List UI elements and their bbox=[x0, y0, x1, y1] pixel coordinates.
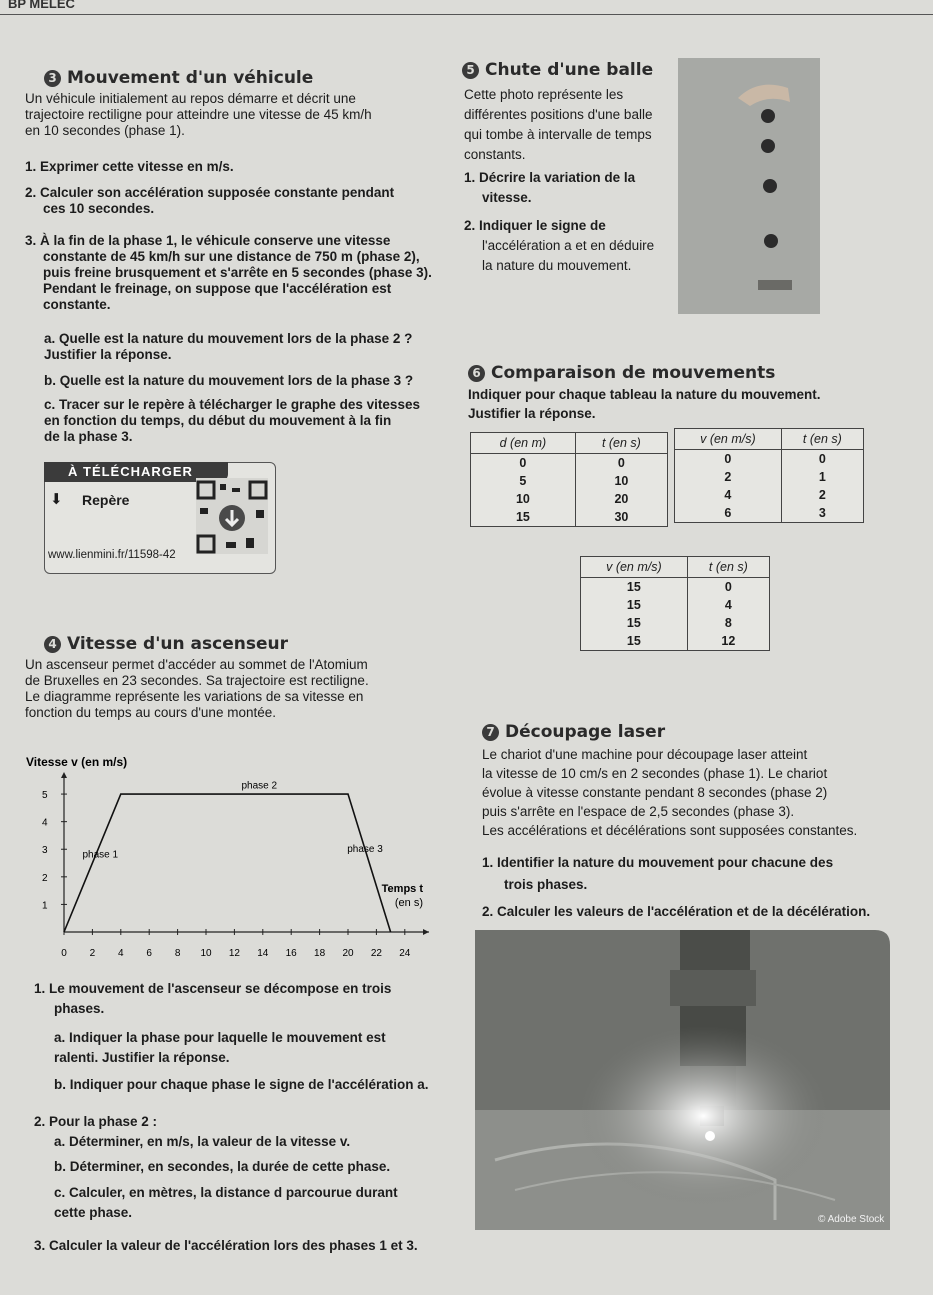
chart-x-tick-label: 16 bbox=[285, 948, 297, 959]
ball-position-1 bbox=[761, 109, 775, 123]
table-row: 0 0 bbox=[471, 454, 668, 473]
download-tag: À TÉLÉCHARGER bbox=[44, 462, 228, 482]
table-row: 15 30 bbox=[471, 508, 668, 527]
chart-x-arrow bbox=[423, 929, 429, 935]
chart-x-tick-label: 20 bbox=[342, 948, 354, 959]
table-row: 4 2 bbox=[675, 486, 864, 504]
falling-ball-photo bbox=[678, 58, 820, 314]
chart-series-line bbox=[64, 794, 391, 932]
ex6-title: 6 Comparaison de mouvements bbox=[468, 363, 775, 383]
ex3-title: 3 Mouvement d'un véhicule bbox=[44, 68, 313, 88]
ex5-q2: 2. Indiquer le signe de l'accélération a et en déduire la nature du mouvement. bbox=[464, 218, 655, 273]
velocity-chart bbox=[24, 752, 444, 967]
table2 bbox=[674, 428, 864, 523]
table3 bbox=[580, 556, 770, 651]
chart-x-tick-label: 24 bbox=[399, 948, 411, 959]
table-row: 10 20 bbox=[471, 490, 668, 508]
ex4-q3: 3. Calculer la valeur de l'accélération lors des phases 1 et 3. bbox=[34, 1238, 418, 1253]
download-url[interactable]: www.lienmini.fr/11598-42 bbox=[48, 549, 176, 561]
page-header bbox=[0, 0, 933, 15]
ball-position-3 bbox=[763, 179, 777, 193]
ex4-q1a: a. Indiquer la phase pour laquelle le mouvement est ralenti. Justifier la réponse. bbox=[54, 1030, 386, 1065]
ex7-title: 7 Découpage laser bbox=[482, 722, 665, 742]
chart-x-tick-label: 0 bbox=[61, 948, 67, 959]
chart-y-tick-label: 5 bbox=[42, 790, 48, 802]
chart-x-tick-label: 22 bbox=[370, 948, 382, 959]
ex4-q2: 2. Pour la phase 2 : bbox=[34, 1114, 158, 1129]
ex5-number: 5 bbox=[462, 62, 479, 79]
ex7-number: 7 bbox=[482, 724, 499, 741]
ex6-justify: Justifier la réponse. bbox=[468, 406, 596, 421]
chart-annotation-phase3: phase 3 bbox=[347, 844, 383, 855]
qr-code-icon[interactable] bbox=[196, 478, 268, 554]
ex4-q2a: a. Déterminer, en m/s, la valeur de la vitesse v. bbox=[54, 1134, 351, 1149]
table1 bbox=[470, 432, 668, 527]
chart-x-tick-label: 8 bbox=[174, 948, 181, 959]
ball-position-4 bbox=[764, 234, 778, 248]
ex4-q1: 1. Le mouvement de l'ascenseur se décompose en trois phases. bbox=[34, 981, 392, 1016]
table-row: 15 0 bbox=[581, 578, 770, 597]
chart-annotation-phase1: phase 1 bbox=[82, 849, 119, 861]
ex3-q3: 3. À la fin de la phase 1, le véhicule conserve une vitesse constante de 45 km/h sur une distance de 750 m (phase 2), puis freine brusquement et s'arrête en 5 secondes (phase 3). Pendant le freinage, on suppose que l'accélération est constante. bbox=[25, 233, 432, 312]
ball-position-2 bbox=[761, 139, 775, 153]
chart-ylabel: Vitesse v (en m/s) bbox=[26, 755, 128, 769]
chart-xlabel: Temps t bbox=[381, 883, 423, 895]
ex3-q2: 2. Calculer son accélération supposée constante pendant ces 10 secondes. bbox=[25, 185, 395, 216]
chart-y-tick-label: 3 bbox=[42, 845, 48, 857]
header-label: BP MELEC bbox=[8, 0, 75, 11]
ex7-q1: 1. Identifier la nature du mouvement pour chacune des trois phases. bbox=[482, 855, 834, 892]
table-row: 6 3 bbox=[675, 504, 864, 523]
chart-y-arrow bbox=[61, 772, 67, 778]
table-row: 15 8 bbox=[581, 614, 770, 632]
ex4-q2b: b. Déterminer, en secondes, la durée de cette phase. bbox=[54, 1159, 391, 1174]
ex4-q2c: c. Calculer, en mètres, la distance d parcourue durant cette phase. bbox=[54, 1185, 398, 1220]
table3-header-v: v (en m/s) bbox=[581, 557, 688, 578]
ex3-intro: Un véhicule initialement au repos démarre et décrit une trajectoire rectiligne pour atteindre une vitesse de 45 km/h en 10 secondes (phase 1). bbox=[25, 91, 372, 138]
download-icon: ⬇ bbox=[50, 491, 63, 508]
chart-y-tick-label: 1 bbox=[42, 900, 48, 912]
photo-credit: © Adobe Stock bbox=[818, 1214, 885, 1225]
ex5-intro: Cette photo représente les différentes positions d'une balle qui tombe à intervalle de temps constants. bbox=[464, 87, 653, 162]
table1-header-d: d (en m) bbox=[471, 433, 576, 454]
table1-header-t: t (en s) bbox=[575, 433, 667, 454]
chart-x-tick-label: 6 bbox=[146, 948, 152, 959]
ex3-q3b: b. Quelle est la nature du mouvement lors de la phase 3 ? bbox=[44, 373, 414, 388]
ex6-instruction: Indiquer pour chaque tableau la nature du mouvement. bbox=[468, 387, 821, 402]
chart-x-tick-label: 10 bbox=[200, 948, 212, 959]
table2-header-t: t (en s) bbox=[781, 429, 863, 450]
laser-cutting-photo bbox=[475, 930, 890, 1230]
ex4-intro: Un ascenseur permet d'accéder au sommet de l'Atomium de Bruxelles en 23 secondes. Sa trajectoire est rectiligne. Le diagramme représente les variations de sa vitesse en fonction du temps au cours d'une montée. bbox=[25, 657, 369, 720]
table3-header-t: t (en s) bbox=[687, 557, 769, 578]
chart-x-tick-label: 14 bbox=[257, 948, 269, 959]
table2-header-v: v (en m/s) bbox=[675, 429, 782, 450]
ex7-intro: Le chariot d'une machine pour découpage laser atteint la vitesse de 10 cm/s en 2 secondes (phase 1). Le chariot évolue à vitesse constante pendant 8 secondes (phase 2) puis s'arrête en l'espace de 2,5 secondes (phase 3). Les accélérations et décélérations sont supposées constantes. bbox=[482, 747, 858, 838]
ex5-title: 5 Chute d'une balle bbox=[462, 60, 653, 80]
ex4-q1b: b. Indiquer pour chaque phase le signe de l'accélération a. bbox=[54, 1077, 429, 1092]
ex4-title: 4 Vitesse d'un ascenseur bbox=[44, 634, 288, 654]
chart-x-tick-label: 18 bbox=[314, 948, 326, 959]
chart-x-tick-label: 12 bbox=[228, 948, 240, 959]
table-row: 15 4 bbox=[581, 596, 770, 614]
download-label[interactable]: Repère bbox=[82, 492, 130, 508]
ex6-number: 6 bbox=[468, 365, 485, 382]
table-row: 0 0 bbox=[675, 450, 864, 469]
ex3-number: 3 bbox=[44, 70, 61, 87]
ex4-number: 4 bbox=[44, 636, 61, 653]
ex3-q3c: c. Tracer sur le repère à télécharger le graphe des vitesses en fonction du temps, du début du mouvement à la fin de la phase 3. bbox=[44, 397, 420, 444]
ex3-q1: 1. Exprimer cette vitesse en m/s. bbox=[25, 159, 234, 174]
table-row: 5 10 bbox=[471, 472, 668, 490]
chart-y-tick-label: 2 bbox=[42, 872, 48, 884]
table-row: 15 12 bbox=[581, 632, 770, 651]
chart-y-tick-label: 4 bbox=[42, 817, 48, 829]
table-row: 2 1 bbox=[675, 468, 864, 486]
chart-annotation-phase2: phase 2 bbox=[241, 780, 278, 792]
ex3-q3a: a. Quelle est la nature du mouvement lors de la phase 2 ? Justifier la réponse. bbox=[44, 331, 413, 362]
chart-xlabel-unit: (en s) bbox=[394, 897, 423, 909]
ex5-q1: 1. Décrire la variation de la vitesse. bbox=[464, 170, 636, 205]
ex7-q2: 2. Calculer les valeurs de l'accélération et de la décélération. bbox=[482, 904, 871, 919]
chart-x-tick-label: 2 bbox=[89, 948, 96, 959]
chart-x-tick-label: 4 bbox=[118, 948, 124, 959]
